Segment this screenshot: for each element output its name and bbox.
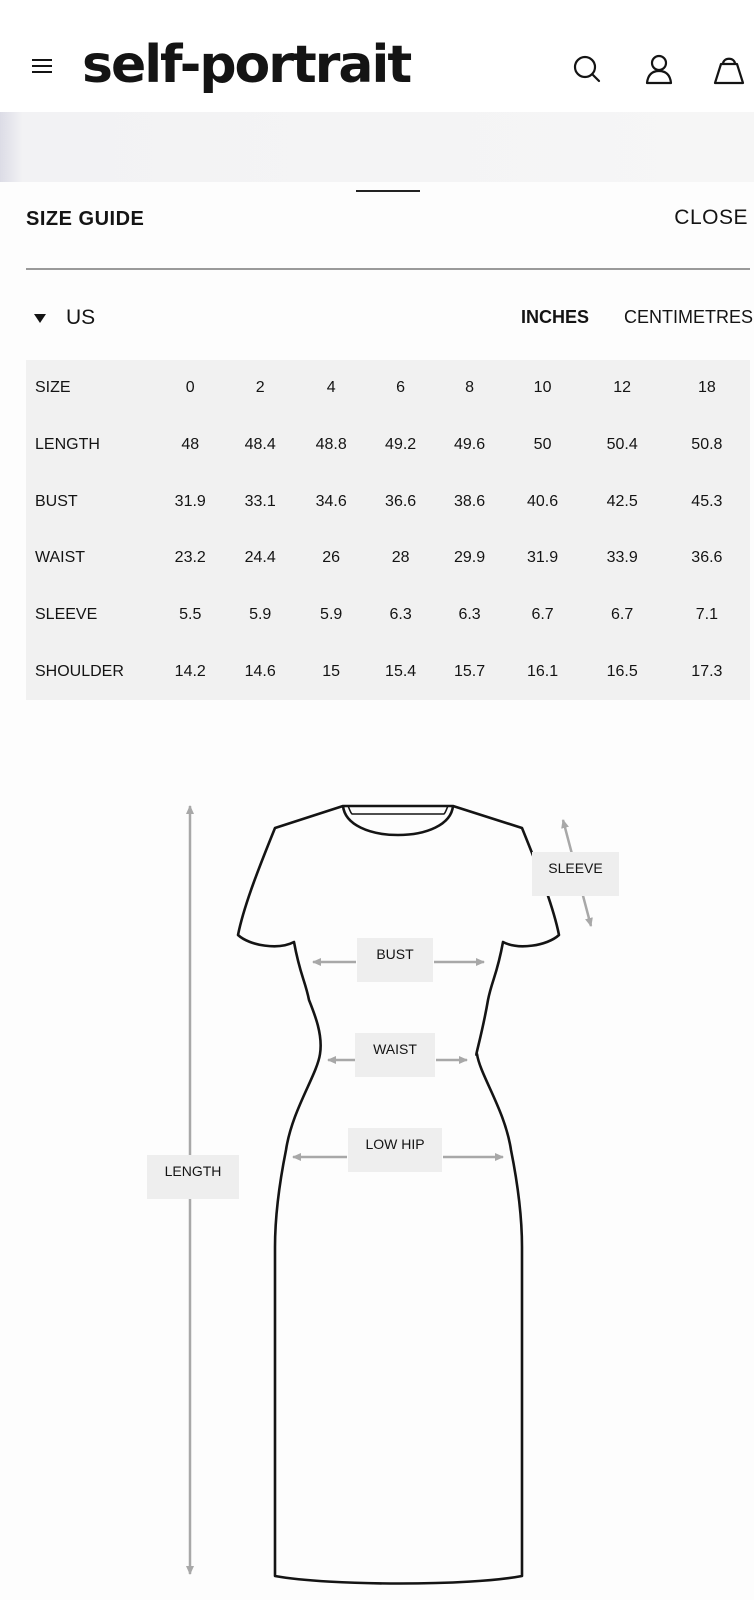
size-table (26, 360, 750, 700)
size-table-row-label: SIZE (35, 379, 71, 397)
size-table-cell: 50 (533, 435, 552, 453)
region-dropdown[interactable] (34, 304, 95, 332)
size-table-row (26, 587, 750, 644)
size-table-cell: 16.1 (527, 662, 559, 680)
size-table-cell: 33.1 (244, 492, 276, 510)
dress-measurement-diagram (0, 790, 754, 1600)
dress-illustration (0, 790, 754, 1600)
size-table-cell: 49.6 (454, 435, 486, 453)
size-table-row-label: BUST (35, 492, 78, 510)
size-table-cell: 48.8 (315, 435, 347, 453)
size-table-cell: 4 (326, 379, 336, 397)
size-table-cell: 15 (322, 662, 341, 680)
size-table-row (26, 643, 750, 700)
size-table-cell: 50.4 (606, 435, 638, 453)
unit-toggle-inches[interactable]: INCHES (521, 307, 590, 327)
size-table-cell: 10 (533, 379, 552, 397)
size-table-cell: 8 (465, 379, 475, 397)
size-table-cell: 49.2 (385, 435, 417, 453)
bag-icon[interactable] (712, 52, 746, 86)
waist-label: WAIST (355, 1033, 435, 1077)
size-table-cell: 5.9 (320, 605, 343, 623)
size-table-cell: 15.4 (385, 662, 417, 680)
menu-icon[interactable] (30, 56, 54, 76)
sleeve-label: SLEEVE (532, 852, 619, 896)
size-table-cell: 7.1 (695, 605, 718, 623)
size-table-cell: 26 (322, 549, 341, 567)
size-table-cell: 6.3 (458, 605, 481, 623)
close-button[interactable]: CLOSE (674, 206, 748, 229)
search-icon[interactable] (570, 52, 604, 86)
size-table-cell: 12 (613, 379, 632, 397)
region-label: US (66, 306, 96, 329)
size-table-row (26, 360, 750, 417)
size-table-cell: 17.3 (691, 662, 723, 680)
unit-toggle-centimetres[interactable]: CENTIMETRES (624, 307, 754, 327)
size-table-row-label: WAIST (35, 549, 86, 567)
size-table-cell: 31.9 (174, 492, 206, 510)
size-table-cell: 50.8 (691, 435, 723, 453)
size-table-cell: 36.6 (385, 492, 417, 510)
caret-down-icon (34, 314, 46, 323)
size-table-cell: 6.3 (389, 605, 412, 623)
bust-label: BUST (357, 938, 433, 982)
size-table-cell: 33.9 (606, 549, 638, 567)
size-guide-title: SIZE GUIDE (26, 208, 145, 230)
size-table-cell: 48 (181, 435, 200, 453)
size-table-cell: 16.5 (606, 662, 638, 680)
size-table-cell: 45.3 (691, 492, 723, 510)
size-table-cell: 18 (697, 379, 716, 397)
size-table-cell: 5.5 (179, 605, 202, 623)
size-table-cell: 14.2 (174, 662, 206, 680)
divider (26, 268, 750, 270)
brand-logo[interactable]: self-portrait (82, 35, 411, 95)
size-table-row-label: LENGTH (35, 435, 100, 453)
site-header (0, 0, 754, 112)
size-table-row-label: SLEEVE (35, 605, 98, 623)
size-table-cell: 36.6 (691, 549, 723, 567)
size-table-cell: 5.9 (249, 605, 272, 623)
size-table-cell: 2 (255, 379, 265, 397)
size-table-cell: 34.6 (315, 492, 347, 510)
size-table-row (26, 417, 750, 474)
length-label: LENGTH (147, 1155, 239, 1199)
size-table-cell: 6.7 (531, 605, 554, 623)
size-table-cell: 15.7 (454, 662, 486, 680)
drag-handle[interactable] (356, 190, 420, 192)
size-table-cell: 0 (185, 379, 195, 397)
size-table-cell: 28 (391, 549, 410, 567)
size-table-cell: 24.4 (244, 549, 276, 567)
size-table-cell: 23.2 (174, 549, 206, 567)
size-table-row (26, 473, 750, 530)
size-table-cell: 40.6 (527, 492, 559, 510)
size-table-cell: 48.4 (244, 435, 276, 453)
size-table-cell: 29.9 (454, 549, 486, 567)
size-table-cell: 31.9 (527, 549, 559, 567)
size-table-cell: 38.6 (454, 492, 486, 510)
size-table-row-label: SHOULDER (35, 662, 124, 680)
product-image-strip (0, 112, 754, 182)
size-table-cell: 42.5 (606, 492, 638, 510)
size-table-cell: 6 (396, 379, 406, 397)
size-table-row (26, 530, 750, 587)
size-table-cell: 6.7 (611, 605, 634, 623)
low-hip-label: LOW HIP (348, 1128, 442, 1172)
account-icon[interactable] (642, 52, 676, 86)
size-table-cell: 14.6 (244, 662, 276, 680)
